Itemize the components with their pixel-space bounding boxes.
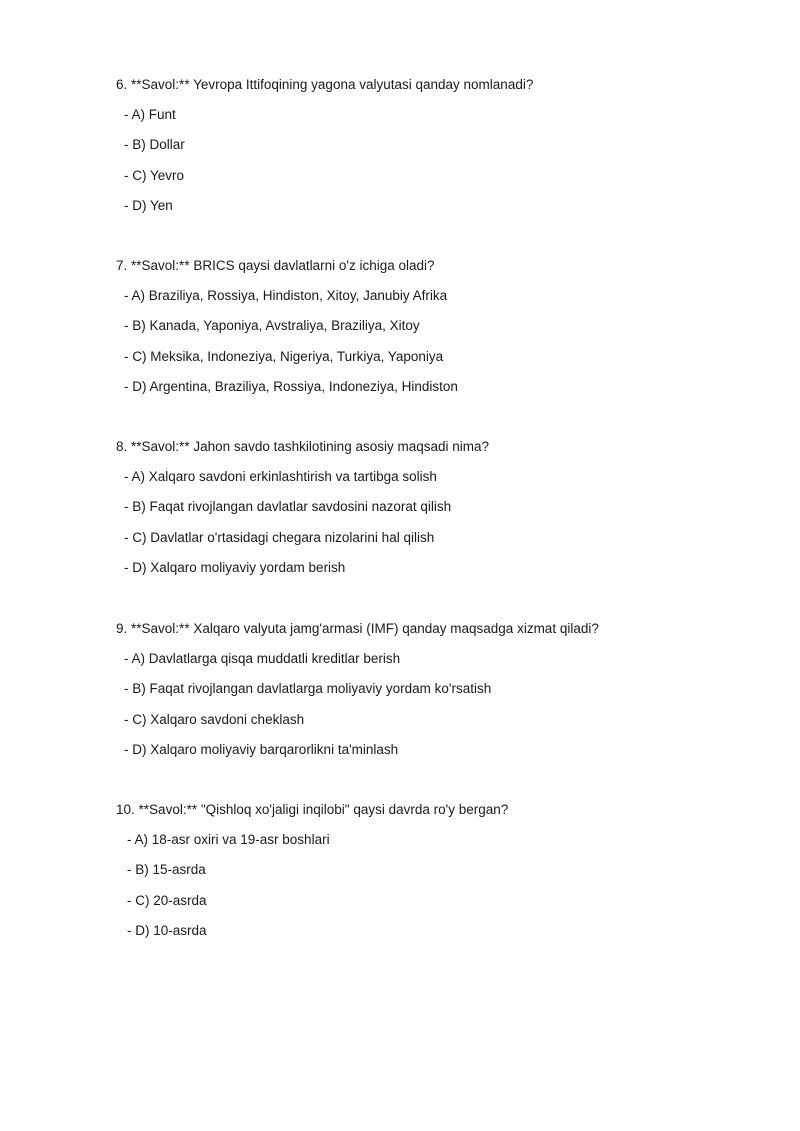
question-7 (116, 257, 756, 396)
question-prefix: **Savol:** (131, 439, 190, 454)
option-d: - D) Argentina, Braziliya, Rossiya, Indoneziya, Hindiston (124, 378, 458, 394)
question-text (116, 801, 756, 819)
option-a: - A) Xalqaro savdoni erkinlashtirish va tartibga solish (124, 469, 437, 485)
question-10 (116, 801, 756, 940)
question-number: 10. (116, 802, 135, 817)
question-prefix: **Savol:** (131, 77, 190, 92)
question-prefix: **Savol:** (131, 621, 190, 636)
question-text (116, 76, 756, 94)
question-prefix: **Savol:** (138, 802, 198, 817)
option-c: - C) 20-asrda (127, 892, 207, 908)
question-number: 9. (116, 621, 128, 636)
option-b: - B) 15-asrda (127, 862, 206, 878)
option-c: - C) Xalqaro savdoni cheklash (124, 711, 305, 727)
option-a: - A) 18-asr oxiri va 19-asr boshlari (127, 832, 330, 848)
option-a: - A) Braziliya, Rossiya, Hindiston, Xitoy, Janubiy Afrika (124, 288, 448, 304)
question-8 (116, 438, 756, 577)
question-prefix: **Savol:** (131, 258, 190, 273)
option-a: - A) Funt (124, 107, 176, 123)
option-d: - D) Yen (124, 197, 173, 213)
option-a: - A) Davlatlarga qisqa muddatli kreditlar berish (124, 651, 401, 667)
question-body: Xalqaro valyuta jamg'armasi (IMF) qanday maqsadga xizmat qiladi? (193, 621, 599, 636)
question-number: 6. (116, 77, 128, 92)
question-body: Yevropa Ittifoqining yagona valyutasi qanday nomlanadi? (193, 77, 534, 92)
option-b: - B) Faqat rivojlangan davlatlarga moliyaviy yordam ko'rsatish (124, 681, 492, 697)
question-body: Jahon savdo tashkilotining asosiy maqsadi nima? (193, 439, 490, 454)
option-b: - B) Kanada, Yaponiya, Avstraliya, Braziliya, Xitoy (124, 318, 420, 334)
question-body: BRICS qaysi davlatlarni o'z ichiga oladi? (193, 258, 435, 273)
question-6 (116, 76, 756, 215)
option-d: - D) Xalqaro moliyaviy yordam berish (124, 559, 346, 575)
option-c: - C) Davlatlar o'rtasidagi chegara nizolarini hal qilish (124, 529, 435, 545)
question-9 (116, 620, 756, 759)
question-text (116, 620, 756, 638)
question-number: 7. (116, 258, 128, 273)
option-b: - B) Dollar (124, 137, 185, 153)
question-text (116, 257, 756, 275)
question-body: "Qishloq xo'jaligi inqilobi" qaysi davrda ro'y bergan? (200, 802, 509, 817)
option-d: - D) 10-asrda (127, 922, 207, 938)
question-number: 8. (116, 439, 128, 454)
option-d: - D) Xalqaro moliyaviy barqarorlikni ta'minlash (124, 741, 399, 757)
option-c: - C) Meksika, Indoneziya, Nigeriya, Turkiya, Yaponiya (124, 348, 444, 364)
option-b: - B) Faqat rivojlangan davlatlar savdosini nazorat qilish (124, 499, 452, 515)
option-c: - C) Yevro (124, 167, 185, 183)
question-text (116, 438, 756, 456)
